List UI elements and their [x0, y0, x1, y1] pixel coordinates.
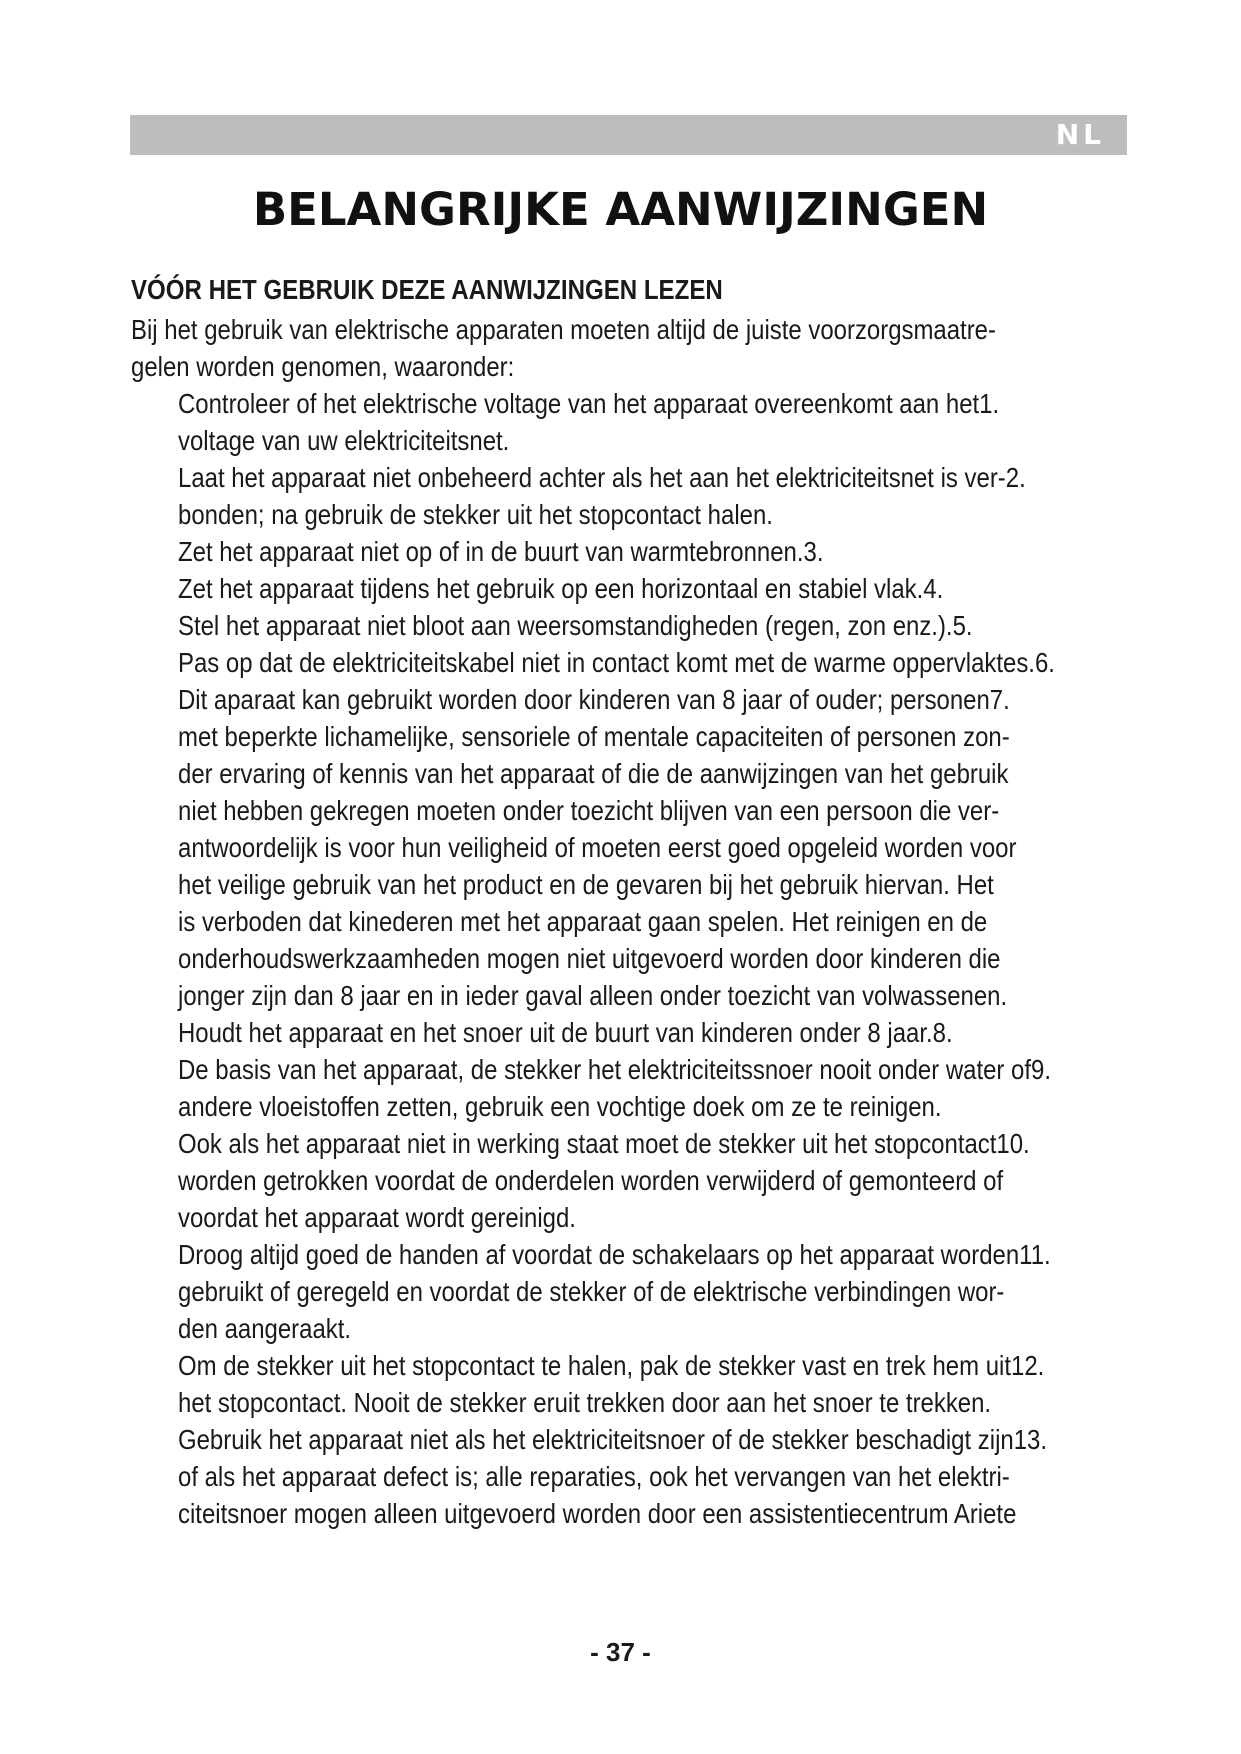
language-code: NL — [1055, 118, 1105, 151]
instruction-number: 6. — [1034, 647, 1055, 678]
instruction-number: 3. — [803, 536, 824, 567]
instruction-item-11-line — [178, 1237, 1051, 1273]
instruction-item-9-line — [178, 1089, 941, 1125]
instruction-text: voltage van uw elektriciteitsnet. — [178, 425, 510, 456]
instruction-text: Pas op dat de elektriciteitskabel niet in contact komt met de warme oppervlaktes. — [178, 647, 1035, 678]
instruction-text: Ook als het apparaat niet in werking staat moet de stekker uit het stopcontact — [178, 1128, 997, 1159]
instruction-item-13-line — [178, 1422, 1047, 1458]
instruction-item-1-line — [178, 386, 999, 422]
instruction-item-8-line — [178, 1015, 953, 1051]
instruction-number: 2. — [1005, 462, 1026, 493]
instruction-number: 7. — [989, 684, 1010, 715]
instruction-text: Houdt het apparaat en het snoer uit de buurt van kinderen onder 8 jaar. — [178, 1017, 933, 1048]
instruction-text: der ervaring of kennis van het apparaat of die de aanwijzingen van het gebruik — [178, 758, 1009, 789]
instruction-item-7-line — [178, 867, 994, 903]
instruction-item-10-line — [178, 1200, 576, 1236]
instruction-text: of als het apparaat defect is; alle reparaties, ook het vervangen van het elektri- — [178, 1461, 1010, 1492]
language-bar — [130, 115, 1127, 155]
instruction-text: is verboden dat kinederen met het apparaat gaan spelen. Het reinigen en de — [178, 906, 988, 937]
instruction-text: het veilige gebruik van het product en de gevaren bij het gebruik hiervan. Het — [178, 869, 994, 900]
instruction-item-9-line — [178, 1052, 1051, 1088]
instruction-item-11-line — [178, 1274, 1004, 1310]
instruction-number: 13. — [1013, 1424, 1048, 1455]
instruction-text: Zet het apparaat niet op of in de buurt van warmtebronnen. — [178, 536, 804, 567]
instruction-text: jonger zijn dan 8 jaar en in ieder gaval alleen onder toezicht van volwassenen. — [178, 980, 1008, 1011]
instruction-item-4-line — [178, 571, 943, 607]
instruction-item-7-line — [178, 719, 1010, 755]
instruction-item-7-line — [178, 830, 1016, 866]
instruction-item-12-line — [178, 1348, 1044, 1384]
instruction-item-2-line — [178, 460, 1026, 496]
instruction-text: Droog altijd goed de handen af voordat de schakelaars op het apparaat worden — [178, 1239, 1020, 1270]
instruction-number: 4. — [923, 573, 944, 604]
instruction-text: bonden; na gebruik de stekker uit het stopcontact halen. — [178, 499, 773, 530]
instruction-item-12-line — [178, 1385, 991, 1421]
instruction-number: 1. — [979, 388, 1000, 419]
instruction-item-10-line — [178, 1126, 1030, 1162]
instruction-number: 8. — [932, 1017, 953, 1048]
page-title: BELANGRIJKE AANWIJZINGEN — [252, 183, 989, 236]
instruction-number: 12. — [1011, 1350, 1045, 1381]
instruction-number: 10. — [996, 1128, 1030, 1159]
instruction-text: Laat het apparaat niet onbeheerd achter als het aan het elektriciteitsnet is ver- — [178, 462, 1006, 493]
instruction-item-7-line — [178, 941, 1000, 977]
instruction-text: Om de stekker uit het stopcontact te halen, pak de stekker vast en trek hem uit — [178, 1350, 1012, 1381]
instruction-text: niet hebben gekregen moeten onder toezicht blijven van een persoon die ver- — [178, 795, 1000, 826]
instruction-text: Zet het apparaat tijdens het gebruik op een horizontaal en stabiel vlak. — [178, 573, 924, 604]
instruction-text: Stel het apparaat niet bloot aan weersomstandigheden (regen, zon enz.). — [178, 610, 953, 641]
instruction-number: 5. — [952, 610, 973, 641]
instruction-item-3-line — [178, 534, 823, 570]
instruction-item-2-line — [178, 497, 773, 533]
instruction-item-13-line — [178, 1496, 1016, 1532]
instruction-text: antwoordelijk is voor hun veiligheid of moeten eerst goed opgeleid worden voor — [178, 832, 1017, 863]
instruction-text: De basis van het apparaat, de stekker het elektriciteitssnoer nooit onder water of — [178, 1054, 1032, 1085]
instruction-text: andere vloeistoffen zetten, gebruik een vochtige doek om ze te reinigen. — [178, 1091, 942, 1122]
instruction-text: Dit aparaat kan gebruikt worden door kinderen van 8 jaar of ouder; personen — [178, 684, 990, 715]
instruction-item-7-line — [178, 682, 1010, 718]
section-subheading: VÓÓR HET GEBRUIK DEZE AANWIJZINGEN LEZEN — [131, 274, 723, 305]
instruction-text: onderhoudswerkzaamheden mogen niet uitgevoerd worden door kinderen die — [178, 943, 1001, 974]
instruction-item-13-line — [178, 1459, 1010, 1495]
instruction-item-11-line — [178, 1311, 351, 1347]
instruction-text: gebruikt of geregeld en voordat de stekker of de elektrische verbindingen wor- — [178, 1276, 1005, 1307]
instruction-text: worden getrokken voordat de onderdelen worden verwijderd of gemonteerd of — [178, 1165, 1004, 1196]
instruction-item-5-line — [178, 608, 973, 644]
instruction-item-7-line — [178, 793, 999, 829]
instruction-item-7-line — [178, 756, 1008, 792]
instruction-item-7-line — [178, 978, 1007, 1014]
instruction-item-6-line — [178, 645, 1055, 681]
instruction-text: den aangeraakt. — [178, 1313, 352, 1344]
intro-line: gelen worden genomen, waaronder: — [131, 351, 515, 382]
instruction-text: voordat het apparaat wordt gereinigd. — [178, 1202, 576, 1233]
instruction-text: met beperkte lichamelijke, sensoriele of mentale capaciteiten of personen zon- — [178, 721, 1010, 752]
instruction-text: Gebruik het apparaat niet als het elektriciteitsnoer of de stekker beschadigt zijn — [178, 1424, 1014, 1455]
instruction-number: 9. — [1031, 1054, 1051, 1085]
instruction-text: het stopcontact. Nooit de stekker eruit trekken door aan het snoer te trekken. — [178, 1387, 992, 1418]
instruction-item-1-line — [178, 423, 509, 459]
instruction-item-10-line — [178, 1163, 1003, 1199]
instruction-text: Controleer of het elektrische voltage van het apparaat overeenkomt aan het — [178, 388, 980, 419]
instruction-text: citeitsnoer mogen alleen uitgevoerd worden door een assistentiecentrum Ariete — [178, 1498, 1017, 1529]
page-number: - 37 - — [590, 1637, 651, 1667]
instruction-item-7-line — [178, 904, 987, 940]
instruction-number: 11. — [1019, 1239, 1051, 1270]
intro-line: Bij het gebruik van elektrische apparaten moeten altijd de juiste voorzorgsmaatre- — [131, 314, 996, 345]
